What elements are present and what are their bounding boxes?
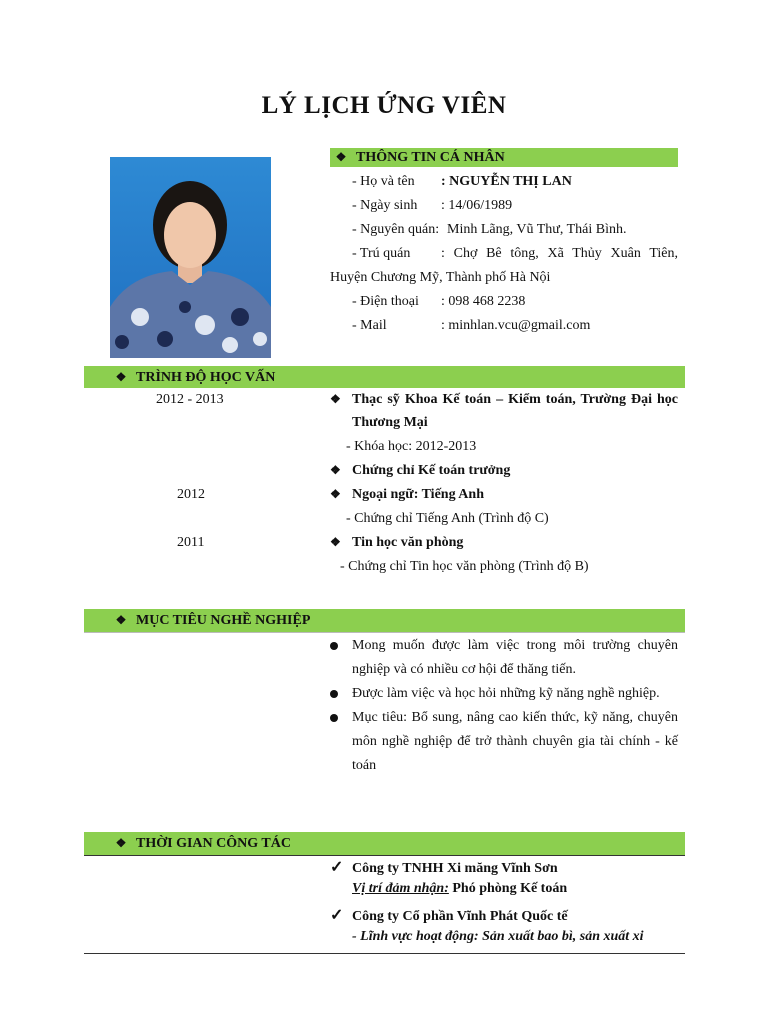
edu-it: ❖ Tin học văn phòng [330, 535, 464, 550]
edu-language-cert: - Chứng chỉ Tiếng Anh (Trình độ C) [346, 511, 549, 526]
edu-language: ❖ Ngoại ngữ: Tiếng Anh [330, 487, 484, 502]
dob-label: - Ngày sinh [352, 198, 418, 213]
edu-degree-1: ❖ Thạc sỹ Khoa Kế toán – Kiểm toán, Trường Đại học [330, 392, 678, 407]
profile-photo [110, 157, 271, 358]
residence-value: : Chợ Bê tông, Xã Thủy Xuân Tiên, [441, 246, 678, 261]
bottom-divider [84, 953, 685, 954]
list-item: Được làm việc và học hỏi những kỹ năng nghề nghiệp. [330, 682, 678, 706]
residence-label: - Trú quán [352, 246, 411, 261]
section-work-header: ❖ THỜI GIAN CÔNG TÁC [84, 832, 685, 855]
diamond-icon: ❖ [115, 836, 127, 850]
section-education-header: ❖ TRÌNH ĐỘ HỌC VẤN [84, 366, 685, 388]
residence-value-continued: Huyện Chương Mỹ, Thành phố Hà Nội [330, 270, 551, 285]
edu-year-3: 2011 [177, 535, 205, 550]
work-divider [84, 855, 685, 856]
page-title: LÝ LỊCH ỨNG VIÊN [261, 92, 507, 119]
diamond-icon: ❖ [330, 487, 341, 501]
portrait-image [110, 157, 271, 358]
objective-divider [84, 632, 685, 633]
work-company-2: ✓ Công ty Cổ phần Vĩnh Phát Quốc tế [330, 907, 568, 924]
phone-label: - Điện thoại [352, 294, 419, 309]
mail-value: : minhlan.vcu@gmail.com [441, 318, 591, 333]
phone-value: : 098 468 2238 [441, 294, 526, 309]
check-icon: ✓ [330, 859, 344, 876]
name-value: : NGUYỄN THỊ LAN [441, 174, 572, 189]
hometown-value: Minh Lãng, Vũ Thư, Thái Bình. [447, 222, 627, 237]
work-field: - Lĩnh vực hoạt động: Sản xuất bao bì, sản xuất xi [352, 929, 644, 944]
dob-value: : 14/06/1989 [441, 198, 513, 213]
hometown-label: - Nguyên quán: [352, 222, 440, 237]
edu-year-1: 2012 - 2013 [156, 392, 224, 407]
work-company-1: ✓ Công ty TNHH Xi măng Vĩnh Sơn [330, 859, 558, 876]
check-icon: ✓ [330, 907, 344, 924]
section-objective-header: ❖ MỤC TIÊU NGHỀ NGHIỆP [84, 609, 685, 632]
diamond-icon: ❖ [330, 463, 341, 477]
edu-degree-1-cont: Thương Mại [352, 415, 428, 430]
edu-cert-chief: ❖ Chứng chỉ Kế toán trưởng [330, 463, 511, 478]
diamond-icon: ❖ [335, 150, 347, 164]
diamond-icon: ❖ [330, 535, 341, 549]
work-position: Vị trí đảm nhận: Phó phòng Kế toán [352, 881, 568, 896]
objective-list [330, 634, 678, 778]
list-item: Mục tiêu: Bổ sung, nâng cao kiến thức, kỹ năng, chuyên môn nghề nghiệp để trở thành chuyên gia tài chính - kế toán [330, 706, 678, 778]
name-label: - Họ và tên [352, 174, 415, 189]
section-personal-header: ❖ THÔNG TIN CÁ NHÂN [330, 148, 678, 167]
edu-year-2: 2012 [177, 487, 205, 502]
diamond-icon: ❖ [115, 613, 127, 627]
edu-course-1: - Khóa học: 2012-2013 [346, 439, 477, 454]
bullet-icon [330, 714, 338, 722]
bullet-icon [330, 642, 338, 650]
bullet-icon [330, 690, 338, 698]
edu-it-cert: - Chứng chỉ Tin học văn phòng (Trình độ B) [340, 559, 589, 574]
mail-label: - Mail [352, 318, 387, 333]
diamond-icon: ❖ [330, 392, 341, 406]
list-item: Mong muốn được làm việc trong môi trường chuyên nghiệp và có nhiều cơ hội để thăng tiến. [330, 634, 678, 682]
diamond-icon: ❖ [115, 370, 127, 384]
